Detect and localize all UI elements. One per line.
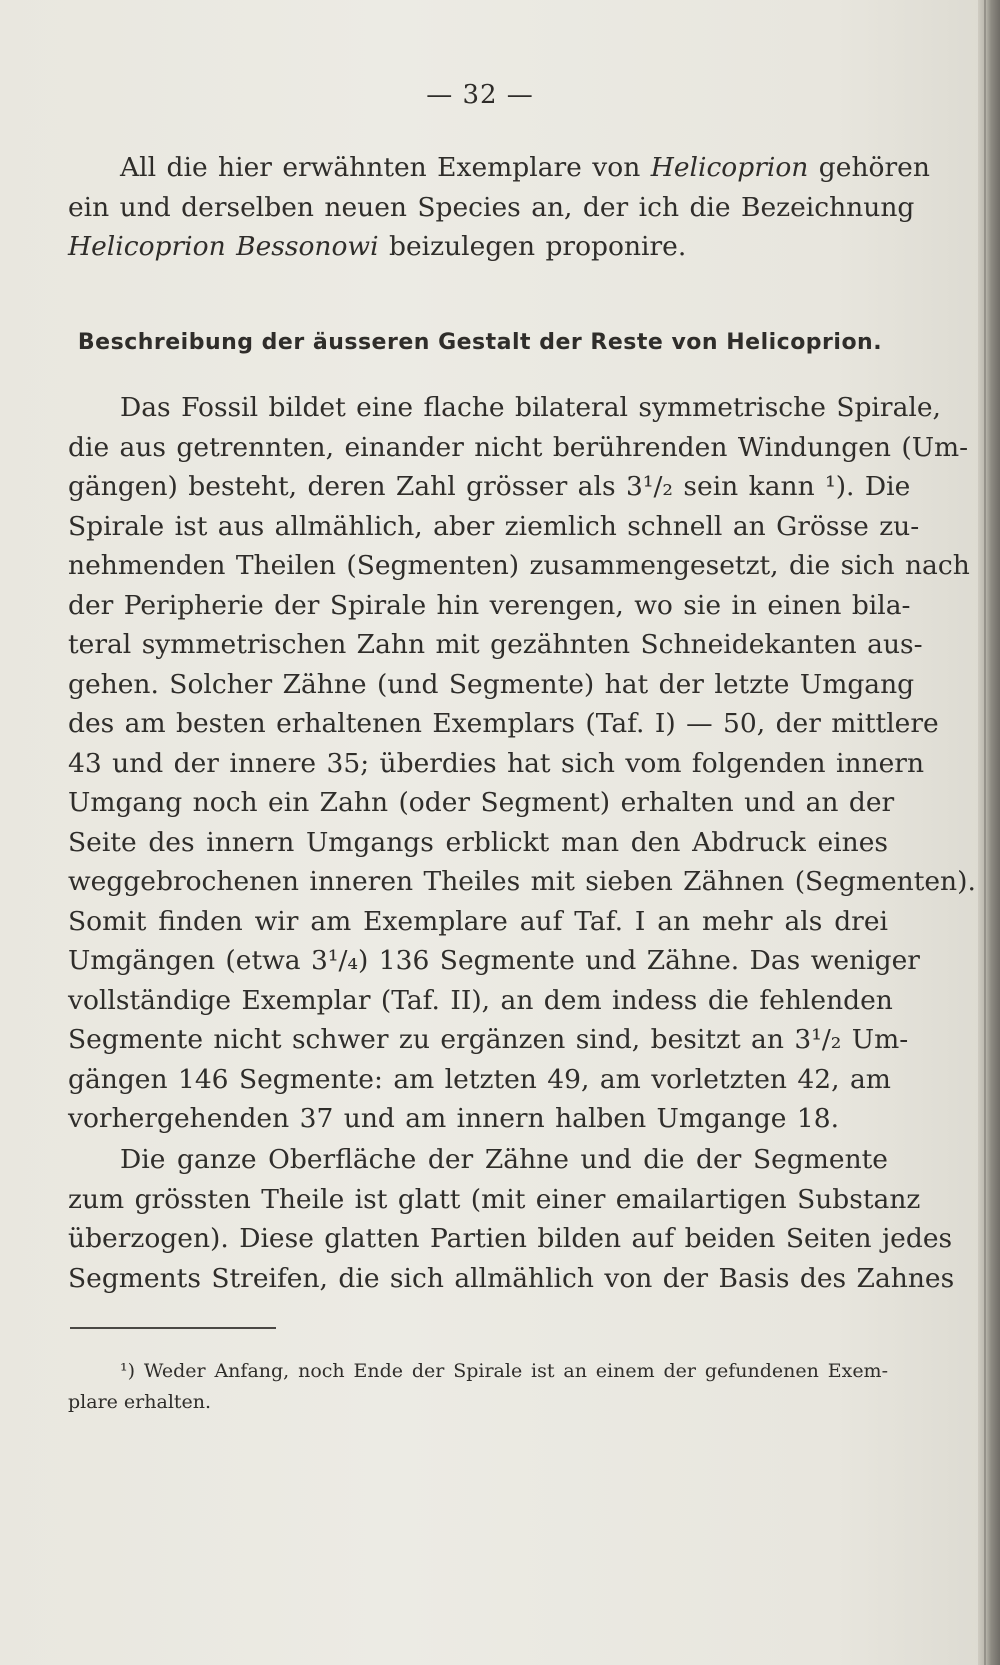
surface-paragraph [68,1140,955,1298]
paragraph-line: Segments Streifen, die sich allmählich von der Basis des Zahnes [68,1262,955,1294]
paragraph-line: Seite des innern Umgangs erblickt man den Abdruck eines [68,826,888,858]
page-edge-line [984,0,986,1665]
intro-line [68,227,888,267]
intro-text: gehören [808,152,930,183]
paragraph-line: gängen) besteht, deren Zahl grösser als 3¹/₂ sein kann ¹). Die [68,471,911,502]
page-number: — 32 — [426,80,534,110]
paragraph-line: gehen. Solcher Zähne (und Segmente) hat der letzte Umgang [68,668,915,700]
footnote [68,1356,888,1418]
intro-paragraph [68,148,930,267]
footnote-divider [70,1327,276,1329]
description-paragraph [68,388,976,1139]
paragraph-line: 43 und der innere 35; überdies hat sich vom folgenden innern [68,747,925,779]
paragraph-line: vorhergehenden 37 und am innern halben Umgange 18. [68,1103,840,1134]
paragraph-line: nehmenden Theilen (Segmenten) zusammengesetzt, die sich nach [68,550,970,581]
section-heading: Beschreibung der äusseren Gestalt der Reste von Helicoprion. [77,330,883,355]
paragraph-line: des am besten erhaltenen Exemplars (Taf. I) — 50, der mittlere [68,708,939,739]
intro-line [68,148,930,188]
paragraph-line: zum grössten Theile ist glatt (mit einer emailartigen Substanz [68,1183,921,1215]
genus-name: Helicoprion [650,152,809,183]
species-name: Helicoprion Bessonowi [68,231,379,262]
paragraph-line: vollständige Exemplar (Taf. II), an dem indess die fehlenden [68,984,893,1016]
paragraph-line: Die ganze Oberfläche der Zähne und die der Segmente [120,1144,888,1175]
paragraph-line: Das Fossil bildet eine flache bilateral symmetrische Spirale, [120,392,941,423]
paragraph-line: Somit finden wir am Exemplare auf Taf. I an mehr als drei [68,905,888,937]
intro-text: beizulegen proponire. [378,231,687,262]
paragraph-line: gängen 146 Segmente: am letzten 49, am vorletzten 42, am [68,1063,891,1095]
paragraph-line: die aus getrennten, einander nicht berührenden Windungen (Um- [68,431,969,463]
paragraph-line: weggebrochenen inneren Theiles mit sieben Zähnen (Segmenten). [68,866,976,897]
paragraph-line: überzogen). Diese glatten Partien bilden auf beiden Seiten jedes [68,1223,953,1254]
paragraph-line: Umgang noch ein Zahn (oder Segment) erhalten und an der [68,787,895,818]
paragraph-line: Spirale ist aus allmählich, aber ziemlich schnell an Grösse zu- [68,510,920,542]
intro-line: ein und derselben neuen Species an, der ich die Bezeichnung [68,191,915,223]
paragraph-line: Umgängen (etwa 3¹/₄) 136 Segmente und Zähne. Das weniger [68,945,920,976]
footnote-line: ¹) Weder Anfang, noch Ende der Spirale ist an einem der gefundenen Exem- [120,1360,888,1382]
page-edge-shadow [978,0,1000,1665]
paragraph-line: der Peripherie der Spirale hin verengen, wo sie in einen bila- [68,589,911,621]
intro-text: All die hier erwähnten Exemplare von [120,152,651,183]
footnote-line: plare erhalten. [68,1391,212,1413]
paragraph-line: teral symmetrischen Zahn mit gezähnten Schneidekanten aus- [68,629,923,660]
paragraph-line: Segmente nicht schwer zu ergänzen sind, besitzt an 3¹/₂ Um- [68,1024,909,1055]
